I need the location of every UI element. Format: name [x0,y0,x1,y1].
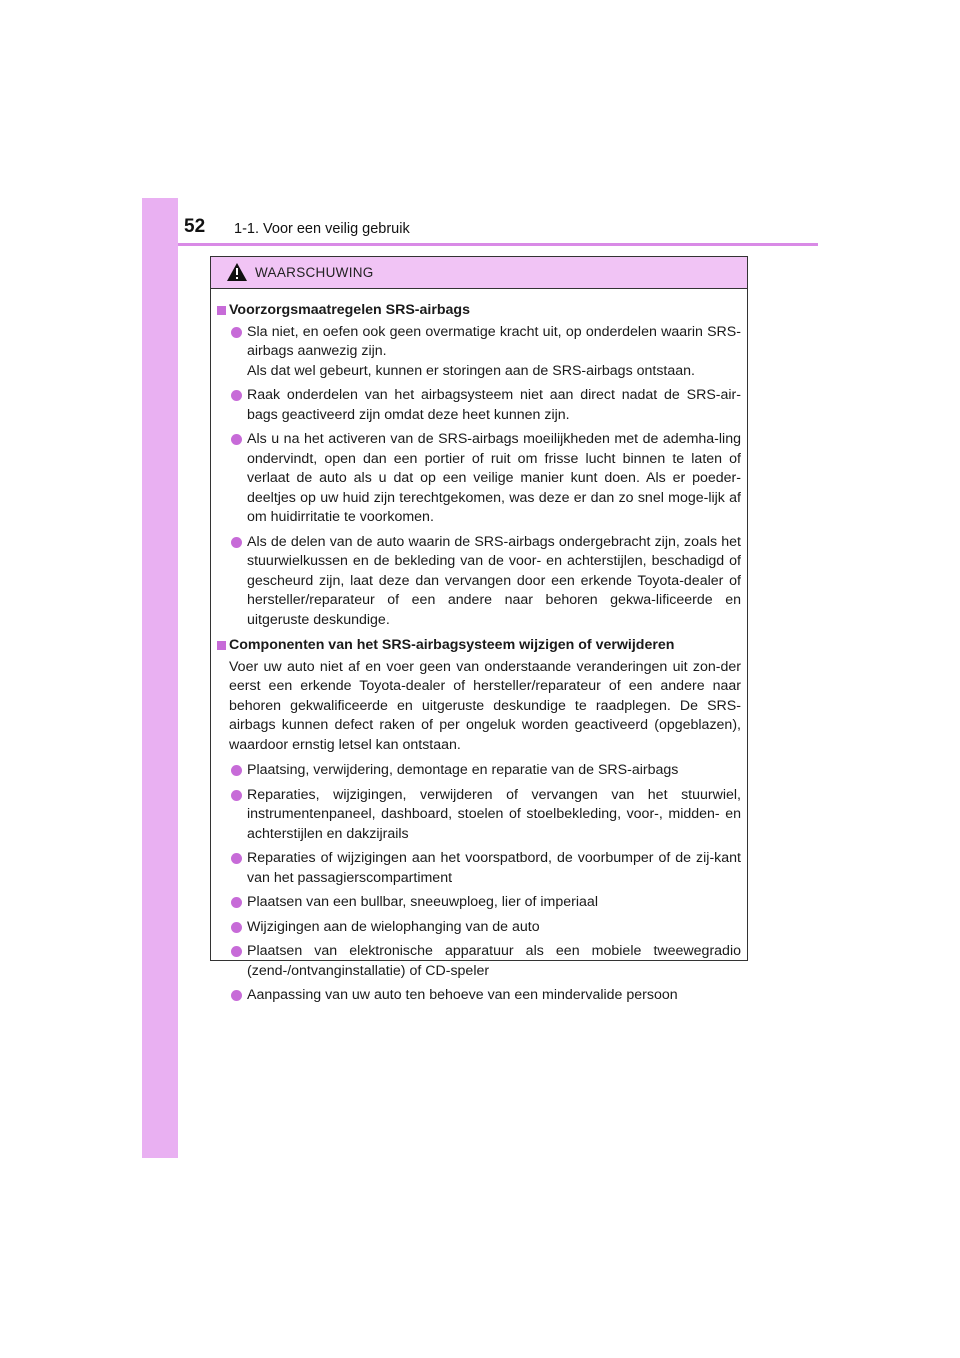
bullet-dot-icon [231,922,242,933]
list-item [217,918,741,938]
list-item [217,386,741,425]
bullet-text: Als u na het activeren van de SRS-airbags moeilijkheden met de ademha-ling ondervindt, open dan een portier of ruit om frisse lucht binnen te laten of verlaat de auto als u dat op een veilige manier kunt doen. Als er poeder-deeltjes op uw huid zijn terechtgekomen, was deze er dan zo snel moge-lijk af om huidirritatie te voorkomen. [247,431,741,525]
list-item [217,893,741,913]
list-item [217,533,741,631]
bullet-text: Raak onderdelen van het airbagsysteem niet aan direct nadat de SRS-air-bags geactiveerd zijn omdat deze heet kunnen zijn. [247,387,741,423]
bullet-dot-icon [231,327,242,338]
bullet-text: Reparaties of wijzigingen aan het voorspatbord, de voorbumper of de zij-kant van het passagierscompartiment [247,850,741,886]
bullet-dot-icon [231,946,242,957]
warning-title: WAARSCHUWING [255,265,374,280]
list-item [217,430,741,528]
chapter-side-band [142,198,178,1158]
section-heading-text: Componenten van het SRS-airbagsysteem wijzigen of verwijderen [229,637,675,653]
bullet-dot-icon [231,390,242,401]
list-item [217,942,741,981]
section-title: 1-1. Voor een veilig gebruik [234,221,410,237]
warning-triangle-icon [226,262,248,282]
bullet-text: Als de delen van de auto waarin de SRS-airbags ondergebracht zijn, zoals het stuurwielkussen en de bekleding van de voor- en achterstijlen, beschadigd of gescheurd zijn, laat deze dan vervangen door een erkende Toyota-dealer of hersteller/reparateur of een andere naar behoren gekwa-lificeerde en uitgeruste deskundige. [247,533,741,628]
bullet-dot-icon [231,853,242,864]
bullet-text: Plaatsen van elektronische apparatuur als een mobiele tweewegradio (zend-/ontvanginstallatie) of CD-speler [247,943,741,979]
bullet-dot-icon [231,434,242,445]
bullet-dot-icon [231,897,242,908]
section-intro: Voer uw auto niet af en voer geen van onderstaande veranderingen uit zon-der eerst een erkende Toyota-dealer of hersteller/reparateur of een andere naar behoren gekwalificeerde en uitgeruste deskundige te raadplegen. De SRS-airbags kunnen defect raken of per ongeluk worden geactiveerd (opgeblazen), waardoor ernstig letsel kan ontstaan. [229,658,741,753]
section-srs-precautions [217,301,741,630]
bullet-list [217,323,741,631]
bullet-dot-icon [231,790,242,801]
list-item [217,849,741,888]
list-item [217,986,741,1006]
warning-header [211,257,747,289]
bullet-text: Aanpassing van uw auto ten behoeve van een mindervalide persoon [247,987,678,1003]
bullet-list [217,761,741,1006]
section-heading-text: Voorzorgsmaatregelen SRS-airbags [229,302,470,318]
section-srs-modification [217,636,741,1006]
bullet-text: Reparaties, wijzigingen, verwijderen of vervangen van het stuurwiel, instrumentenpaneel, dashboard, stoelen of stoelbekleding, voor-, midden- en achterstijlen en dakzijrails [247,786,741,842]
section-heading [217,636,741,656]
list-item [217,323,741,382]
header-rule [178,243,818,246]
bullet-dot-icon [231,990,242,1001]
list-item [217,786,741,845]
bullet-dot-icon [231,537,242,548]
page-number: 52 [184,216,206,237]
bullet-text: Plaatsen van een bullbar, sneeuwploeg, lier of imperiaal [247,894,598,910]
square-bullet-icon [217,306,226,315]
bullet-text: Wijzigingen aan de wielophanging van de auto [247,918,540,935]
list-item [217,761,741,781]
warning-body [211,289,747,1006]
bullet-text: Sla niet, en oefen ook geen overmatige kracht uit, op onderdelen waarin SRS-airbags aanwezig zijn. Als dat wel gebeurt, kunnen er storingen aan de SRS-airbags ontstaan. [247,323,741,379]
section-heading [217,301,741,321]
bullet-dot-icon [231,765,242,776]
warning-box [210,256,748,1003]
bullet-text: Plaatsing, verwijdering, demontage en reparatie van de SRS-airbags [247,762,679,778]
square-bullet-icon [217,641,226,650]
